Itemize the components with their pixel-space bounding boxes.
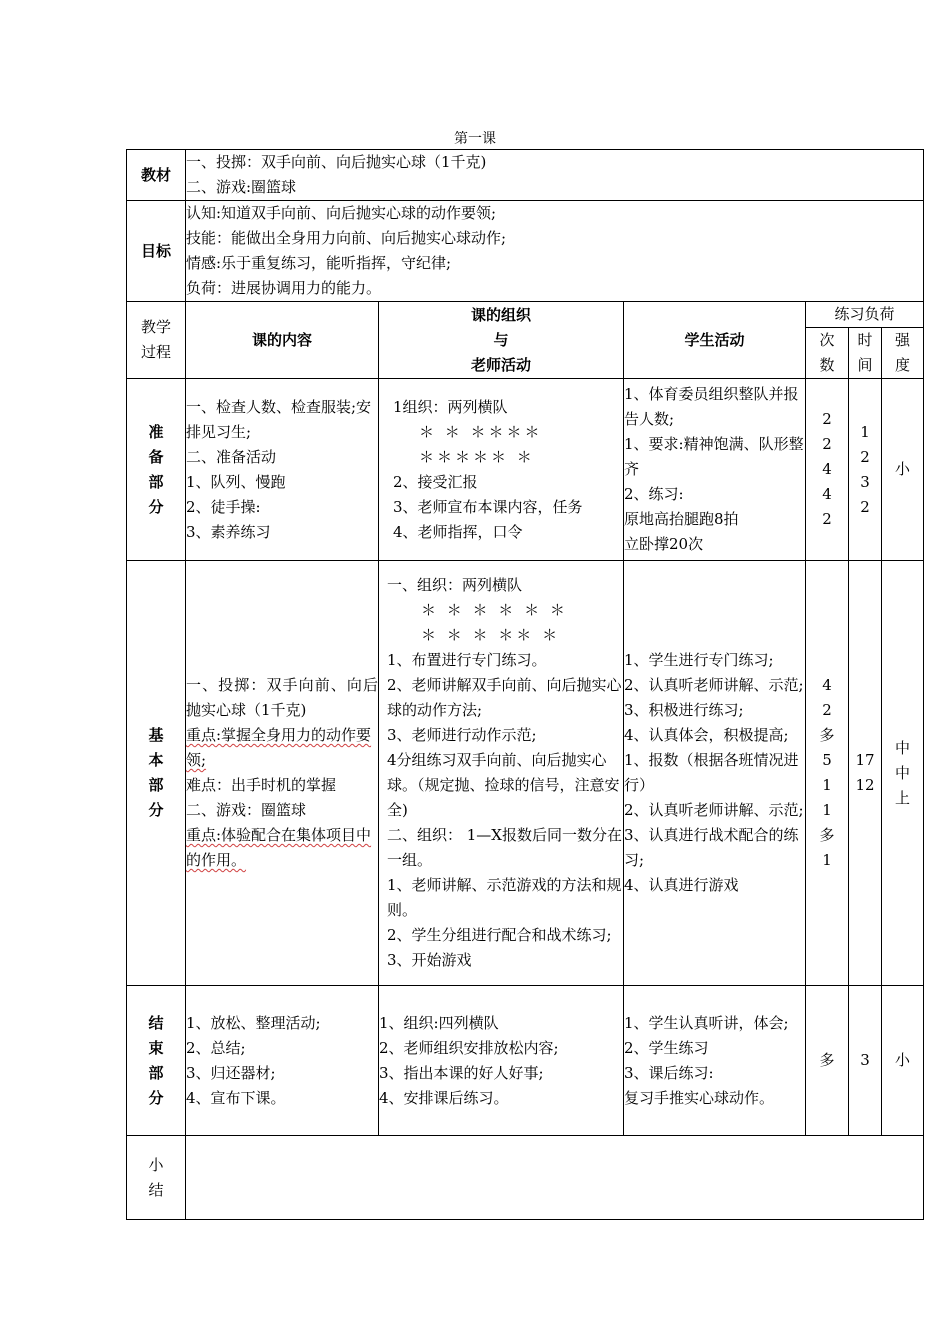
end-content-line: 2、总结; [186,1038,246,1057]
material-row [127,150,924,201]
prep-student [624,379,806,561]
end-row [127,986,924,1136]
main-intensity [882,561,924,986]
prep-formation-row: ＊＊＊＊＊ ＊ [419,447,535,466]
end-org [379,986,624,1136]
end-count: 多 [806,986,849,1136]
org-header [379,302,624,379]
prep-count: 2 [822,435,832,453]
prep-content-line: 2、徒手操: [186,497,261,516]
prep-counts [806,379,849,561]
prep-student-line: 1、要求:精神饱满、队形整齐 [624,435,804,478]
prep-content-line: 1、队列、慢跑 [186,472,286,491]
prep-org-line: 1组织：两列横队 [393,397,508,416]
prep-count: 4 [822,460,832,478]
end-label: 结束部分 [127,986,186,1136]
main-intensity-char: 上 [894,788,910,807]
main-time: 12 [855,776,875,794]
main-org [379,561,624,986]
main-count: 1 [822,776,832,794]
prep-count: 4 [822,485,832,503]
main-student-line: 1、学生进行专门练习; [624,651,774,669]
main-content-line: 重点:掌握全身用力的动作要领; [186,726,372,769]
prep-content [186,379,379,561]
main-count: 2 [822,701,832,719]
goal-line: 技能：能做出全身用力向前、向后抛实心球动作; [186,229,507,247]
main-formation-row: ＊ ＊ ＊ ＊ ＊ ＊ [421,601,568,619]
prep-time: 2 [860,447,870,466]
prep-student-line: 2、练习: [624,485,684,503]
page-title: 第一课 [454,131,496,147]
prep-org [379,379,624,561]
intensity-header: 强度 [882,328,924,379]
main-org-line: 3、老师进行动作示范; [387,726,537,744]
main-time: 17 [855,751,875,769]
main-org-line: 1、布置进行专门练习。 [387,651,547,669]
main-student-line: 2、认真听老师讲解、示范; [624,676,804,694]
main-org-line: 一、组织：两列横队 [387,576,523,594]
end-student-line: 复习手推实心球动作。 [624,1088,775,1107]
main-count: 1 [822,851,832,869]
main-student-line: 2、认真听老师讲解、示范; [624,801,804,819]
main-intensity-char: 中 [894,738,910,757]
main-student-line: 4、认真进行游戏 [624,876,739,894]
prep-row [127,379,924,561]
end-org-line: 4、安排课后练习。 [379,1088,509,1107]
main-student [624,561,806,986]
count-header: 次数 [806,328,849,379]
end-student-line: 2、学生练习 [624,1038,709,1057]
main-count: 5 [822,751,832,769]
end-time: 3 [849,986,882,1136]
prep-org-line: 4、老师指挥，口令 [393,522,523,541]
prep-content-line: 二、准备活动 [186,447,277,466]
material-content [186,150,924,201]
end-content-line: 3、归还器材; [186,1063,276,1082]
prep-intensity: 小 [882,379,924,561]
main-count: 多 [819,726,835,744]
end-content [186,986,379,1136]
prep-label: 准备部分 [127,379,186,561]
main-org-line: 1、老师讲解、示范游戏的方法和规则。 [387,876,622,919]
prep-org-line: 2、接受汇报 [393,472,478,491]
material-label: 教材 [127,150,186,201]
material-line: 二、游戏:圈篮球 [186,178,297,196]
prep-org-line: 3、老师宣布本课内容，任务 [393,497,583,516]
goal-content [186,201,924,302]
prep-count: 2 [822,510,832,528]
end-org-line: 2、老师组织安排放松内容; [379,1038,559,1057]
prep-time: 2 [860,497,870,516]
main-student-line: 4、认真体会，积极提高; [624,726,789,744]
end-content-line: 1、放松、整理活动; [186,1013,321,1032]
end-org-line: 1、组织:四列横队 [379,1013,499,1032]
main-org-line: 2、学生分组进行配合和战术练习; [387,926,612,944]
load-header: 练习负荷 [806,302,924,328]
lesson-plan-table [126,149,924,1220]
student-header: 学生活动 [624,302,806,379]
end-intensity: 小 [882,986,924,1136]
main-content-line: 难点：出手时机的掌握 [186,776,337,794]
end-student [624,986,806,1136]
prep-content-line: 一、检查人数、检查服装;安排见习生; [186,397,372,441]
goal-row [127,201,924,302]
main-times [849,561,882,986]
main-content [186,561,379,986]
main-count: 多 [819,826,835,844]
main-content-line: 二、游戏：圈篮球 [186,801,307,819]
prep-time: 3 [860,472,870,491]
org-header-line: 与 [493,330,509,349]
main-student-line: 1、报数（根据各班情况进行） [624,751,799,794]
main-org-line: 二、组织： 1—X报数后同一数分在一组。 [387,826,622,869]
main-content-line: 重点:体验配合在集体项目中的作用。 [186,826,372,869]
summary-content [186,1136,924,1220]
goal-label: 目标 [127,201,186,302]
main-formation-row: ＊ ＊ ＊ ＊＊ ＊ [421,626,561,644]
material-line: 一、投掷：双手向前、向后抛实心球（1千克) [186,153,487,171]
end-org-line: 3、指出本课的好人好事; [379,1063,544,1082]
main-count: 4 [822,676,832,694]
prep-time: 1 [860,422,870,441]
main-org-line: 2、老师讲解双手向前、向后抛实心球的动作方法; [387,676,622,719]
main-org-line: 4分组练习双手向前、向后抛实心球。（规定抛、捡球的信号，注意安全) [387,751,620,819]
time-header: 时间 [849,328,882,379]
end-content-line: 4、宣布下课。 [186,1088,286,1107]
main-count: 1 [822,801,832,819]
end-student-line: 1、学生认真听讲，体会; [624,1013,789,1032]
main-counts [806,561,849,986]
prep-student-line: 原地高抬腿跑8拍 [624,510,739,528]
main-row [127,561,924,986]
org-header-line: 课的组织 [470,305,531,324]
prep-student-line: 1、体育委员组织整队并报告人数; [624,385,799,428]
end-student-line: 3、课后练习: [624,1063,714,1082]
main-student-line: 3、认真进行战术配合的练习; [624,826,799,869]
header-row [127,302,924,328]
content-header: 课的内容 [186,302,379,379]
main-org-line: 3、开始游戏 [387,951,472,969]
summary-row [127,1136,924,1220]
main-content-line: 一、投掷：双手向前、向后抛实心球（1千克) [186,676,378,719]
main-intensity-char: 中 [894,763,910,782]
summary-label: 小结 [127,1136,186,1220]
prep-count: 2 [822,410,832,428]
prep-content-line: 3、素养练习 [186,522,271,541]
org-header-line: 老师活动 [470,355,531,374]
main-student-line: 3、积极进行练习; [624,701,744,719]
prep-times [849,379,882,561]
goal-line: 情感:乐于重复练习，能听指挥，守纪律; [186,254,452,272]
goal-line: 认知:知道双手向前、向后抛实心球的动作要领; [186,204,497,222]
process-header: 教学过程 [127,302,186,379]
goal-line: 负荷：进展协调用力的能力。 [186,279,382,297]
prep-formation-row: ＊ ＊ ＊＊＊＊ [419,422,543,441]
main-label: 基本部分 [127,561,186,986]
prep-student-line: 立卧撑20次 [624,535,704,553]
